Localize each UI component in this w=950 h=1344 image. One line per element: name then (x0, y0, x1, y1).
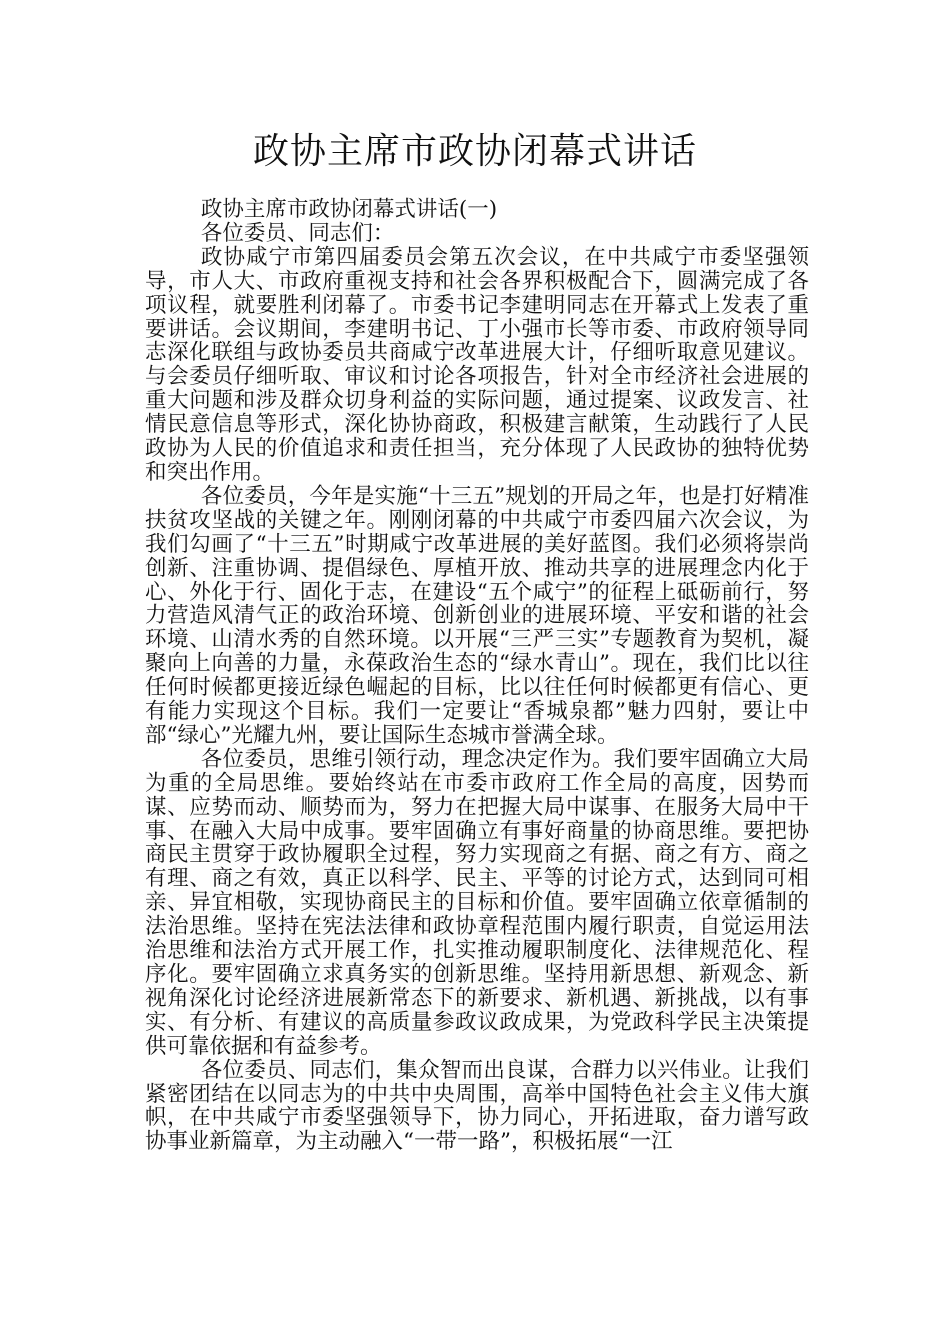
document-title: 政协主席市政协闭幕式讲话 (252, 131, 697, 172)
paragraph-2: 各位委员，今年是实施“十三五”规划的开局之年，也是打好精准扶贫攻坚战的关键之年。刚刚闭幕的中共咸宁市委四届六次会议，为我们勾画了“十三五”时期咸宁改革进展的美好蓝图。我们必须将崇尚创新、注重协调、提倡绿色、厚植开放、推动共享的进展理念内化于心、外化于行、固化于志，在建设“五个咸宁”的征程上砥砺前行，努力营造风清气正的政治环境、创新创业的进展环境、平安和谐的社会环境、山清水秀的自然环境。以开展“三严三实”专题教育为契机，凝聚向上向善的力量，永葆政治生态的“绿水青山”。现在，我们比以往任何时候都更接近绿色崛起的目标，比以往任何时候都更有信心、更有能力实现这个目标。我们一定要让“香城泉都”魅力四射，要让中部“绿心”光耀九州，要让国际生态城市誉满全球。 (145, 483, 809, 748)
paragraph-4: 各位委员、同志们，集众智而出良谋，合群力以兴伟业。让我们紧密团结在以同志为的中共中央周围，高举中国特色社会主义伟大旗帜，在中共咸宁市委坚强领导下，协力同心，开拓进取，奋力谱写政协事业新篇章，为主动融入“一带一路”，积极拓展“一江 (145, 1057, 809, 1155)
paragraph-3: 各位委员，思维引领行动，理念决定作为。我们要牢固确立大局为重的全局思维。要始终站在市委市政府工作全局的高度，因势而谋、应势而动、顺势而为，努力在把握大局中谋事、在服务大局中干事、在融入大局中成事。要牢固确立有事好商量的协商思维。要把协商民主贯穿于政协履职全过程，努力实现商之有据、商之有方、商之有理、商之有效，真正以科学、民主、平等的讨论方式，达到同可相亲、异宜相敬，实现协商民主的目标和价值。要牢固确立依章循制的法治思维。坚持在宪法法律和政协章程范围内履行职责，自觉运用法治思维和法治方式开展工作，扎实推动履职制度化、法律规范化、程序化。要牢固确立求真务实的创新思维。坚持用新思想、新观念、新视角深化讨论经济进展新常态下的新要求、新机遇、新挑战，以有事实、有分析、有建议的高质量参政议政成果，为党政科学民主决策提供可靠依据和有益参考。 (145, 746, 809, 1059)
document-body (145, 198, 809, 1154)
document-subtitle: 政协主席市政协闭幕式讲话(一) (200, 197, 498, 222)
paragraph-1: 政协咸宁市第四届委员会第五次会议，在中共咸宁市委坚强领导，市人大、市政府重视支持和社会各界积极配合下，圆满完成了各项议程，就要胜利闭幕了。市委书记李建明同志在开幕式上发表了重要讲话。会议期间，李建明书记、丁小强市长等市委、市政府领导同志深化联组与政协委员共商咸宁改革进展大计，仔细听取意见建议。与会委员仔细听取、审议和讨论各项报告，针对全市经济社会进展的重大问题和涉及群众切身利益的实际问题，通过提案、议政发言、社情民意信息等形式，深化协协商政，积极建言献策，生动践行了人民政协为人民的价值追求和责任担当，充分体现了人民政协的独特优势和突出作用。 (145, 244, 809, 485)
salutation: 各位委员、同志们： (200, 220, 395, 246)
